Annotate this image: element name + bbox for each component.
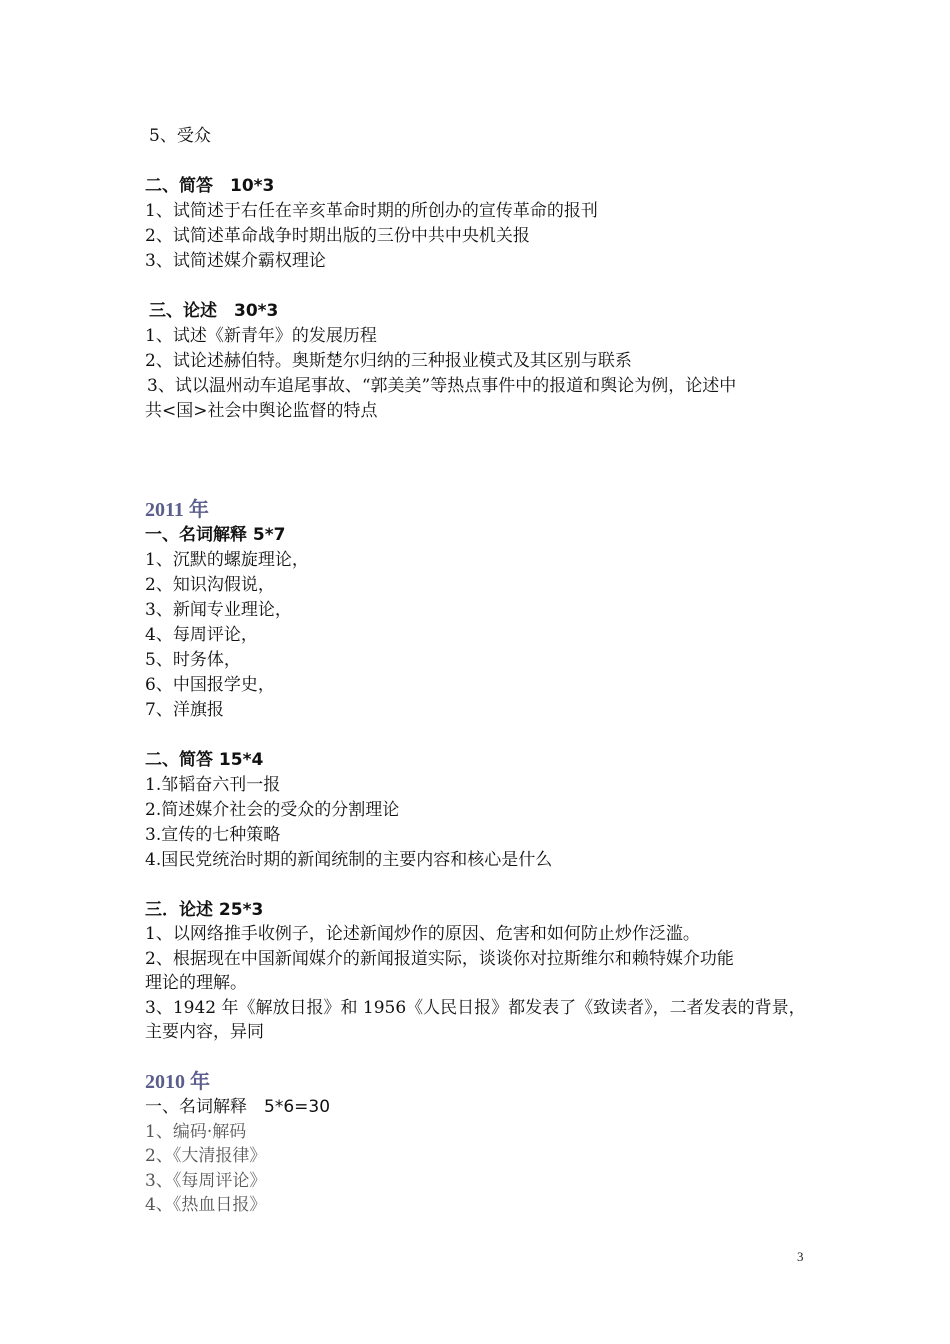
list-item: 4.国民党统治时期的新闻统制的主要内容和核心是什么 bbox=[145, 850, 553, 870]
list-item: 3、新闻专业理论， bbox=[145, 600, 292, 620]
list-item: 2.简述媒介社会的受众的分割理论 bbox=[145, 800, 400, 820]
list-item: 4、《热血日报》 bbox=[145, 1195, 267, 1215]
year-heading: 2010 年 bbox=[145, 1071, 210, 1093]
section-heading: 二、简答 10*3 bbox=[145, 176, 275, 196]
page-number: 3 bbox=[797, 1249, 804, 1264]
section-heading: 一、名词解释 5*6=30 bbox=[145, 1097, 331, 1117]
section-heading: 三、论述 30*3 bbox=[149, 301, 279, 321]
list-item: 4、每周评论， bbox=[145, 625, 258, 645]
list-item: 共<国>社会中舆论监督的特点 bbox=[145, 401, 378, 421]
list-item: 3、《每周评论》 bbox=[145, 1171, 267, 1191]
list-item: 2、《大清报律》 bbox=[145, 1146, 267, 1166]
section-heading: 一、名词解释 5*7 bbox=[145, 525, 286, 545]
list-item: 1.邹韬奋六刊一报 bbox=[145, 775, 281, 795]
list-item: 5、时务体， bbox=[145, 650, 241, 670]
list-item: 2、试论述赫伯特。奥斯楚尔归纳的三种报业模式及其区别与联系 bbox=[145, 351, 632, 371]
list-item: 1、试述《新青年》的发展历程 bbox=[145, 326, 377, 346]
year-heading: 2011 年 bbox=[145, 499, 209, 521]
section-heading: 三．论述 25*3 bbox=[145, 900, 264, 920]
list-item: 3、试以温州动车追尾事故、“郭美美”等热点事件中的报道和舆论为例，论述中 bbox=[147, 376, 737, 396]
section-heading: 二、简答 15*4 bbox=[145, 750, 264, 770]
list-item: 3、试简述媒介霸权理论 bbox=[145, 251, 326, 271]
list-item: 1、编码·解码 bbox=[145, 1122, 247, 1142]
list-item: 5、受众 bbox=[149, 126, 211, 146]
list-item: 1、沉默的螺旋理论， bbox=[145, 550, 309, 570]
list-item: 3、1942 年《解放日报》和 1956《人民日报》都发表了《致读者》，二者发表的背景， bbox=[145, 998, 806, 1018]
list-item: 1、以网络推手收例子，论述新闻炒作的原因、危害和如何防止炒作泛滥。 bbox=[145, 924, 700, 944]
list-item: 3.宣传的七种策略 bbox=[145, 825, 281, 845]
list-item: 理论的理解。 bbox=[145, 973, 247, 993]
list-item: 2、试简述革命战争时期出版的三份中共中央机关报 bbox=[145, 226, 530, 246]
list-item: 主要内容，异同 bbox=[145, 1022, 264, 1042]
list-item: 6、中国报学史， bbox=[145, 675, 275, 695]
list-item: 1、试简述于右任在辛亥革命时期的所创办的宣传革命的报刊 bbox=[145, 201, 598, 221]
list-item: 7、洋旗报 bbox=[145, 700, 224, 720]
list-item: 2、知识沟假说， bbox=[145, 575, 275, 595]
list-item: 2、根据现在中国新闻媒介的新闻报道实际，谈谈你对拉斯维尔和赖特媒介功能 bbox=[145, 949, 734, 969]
